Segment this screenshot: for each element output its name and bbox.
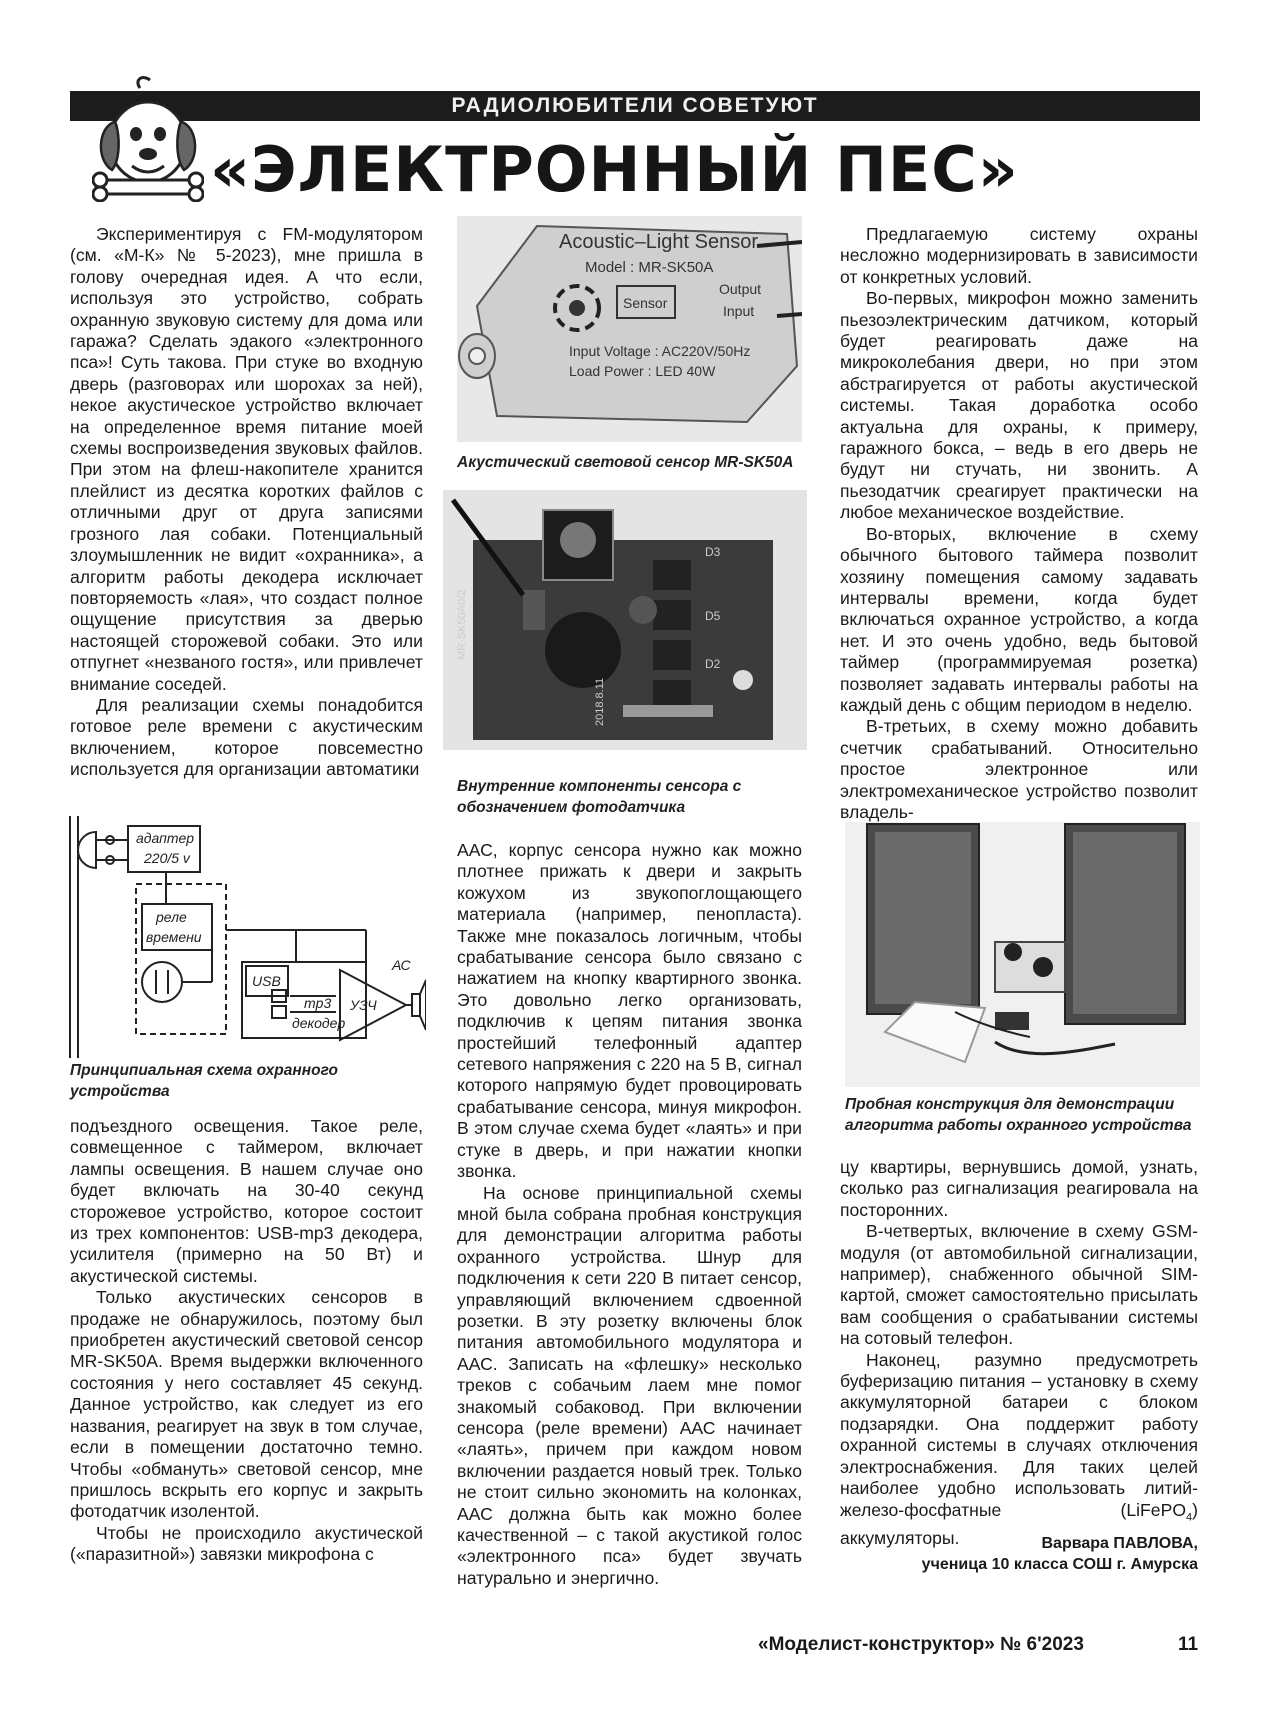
paragraph: Предлагаемую систему охраны несложно модернизировать в зависимости от конкретных условий.: [840, 224, 1198, 287]
pcb-photo: [443, 490, 807, 750]
headline: «ЭЛЕКТРОННЫЙ ПЕС»: [210, 133, 1019, 206]
relay-timer-label: времени: [146, 929, 202, 945]
paragraph: подъездного освещения. Такое реле, совмещенное с таймером, включает лампы освещения. В нашем случае оно будет включать на 30-40 секунд сторожевое устройство, которое состоит из трех компонентов: USB-mp3 декодера, усилителя (примерно на 50 Вт) и акустической системы.: [70, 1116, 423, 1286]
pcb-d5-label: D5: [705, 609, 721, 623]
pcb-d3-label: D3: [705, 545, 721, 559]
author-name: Варвара ПАВЛОВА,: [1041, 1535, 1198, 1552]
amplifier-label: УЗЧ: [350, 997, 377, 1013]
adapter-label: адаптер: [136, 830, 195, 846]
mp3-label: mp3: [304, 995, 332, 1011]
paragraph: В-четвертых, включение в схему GSM-модуля (от автомобильной сигнализации, например), снабженного обычной SIM-картой, сможет самостоятельно присылать вам сообщения о срабатывании системы на сотовый телефон.: [840, 1221, 1198, 1349]
sensor-model-text: Model : MR-SK50A: [585, 259, 714, 276]
pcb-date-label: 2018.8.11: [594, 677, 606, 726]
paragraph: На основе принципиальной схемы мной была собрана пробная конструкция для демонстрации алгоритма работы охранного устройства. Шнур для подключения к сети 220 В питает сенсор, управляющий включением сдвоенной розетки. В эту розетку включены блок питания автомобильного модулятора и ААС. Записать на «флешку» несколько треков с собачьим лаем мне помог знакомый собаковод. При включении сенсора (реле времени) ААС начинает «лаять», причем при каждом новом включении раздается новый трек. Только не стоит сильно экономить на колонках, ААС должна быть как можно более качественной – с такой акустикой голос «электронного пса» будет звучать натурально и энергично.: [457, 1182, 802, 1588]
paragraph: Только акустических сенсоров в продаже не обнаружилось, поэтому был приобретен акустический световой сенсор MR-SK50A. Время выдержки включенного состояния у него составляет 45 секунд. Данное устройство, как следует из его названия, реагирует на звук в том случае, если в помещении достаточно темно. Чтобы «обмануть» световой сенсор, мне пришлось вскрыть его корпус и закрыть фотодатчик изолентой.: [70, 1287, 423, 1522]
sensor-input-text: Input: [723, 303, 755, 319]
dog-logo-icon: [92, 72, 204, 202]
relay-label: реле: [156, 909, 187, 925]
sensor-output-text: Output: [719, 281, 762, 297]
paragraph: Чтобы не происходило акустической («паразитной») завязки микрофона с: [70, 1522, 423, 1565]
speaker-label: АС: [392, 957, 411, 973]
paragraph: Наконец, разумно предусмотреть буферизацию питания – установку в схему аккумуляторной батареи с блоком подзарядки. Она поддержит работу охранной системы в случаях отключения электроснабжения. Для таких целей наиболее удобно использовать литий-железо-фосфатные (LiFePO$_4$) аккумуляторы.: [840, 1349, 1198, 1549]
column1-bottom: [70, 1116, 423, 1566]
paragraph: Экспериментируя с FM-модулятором (см. «М-К» № 5-2023), мне пришла в голову очередная идея. А что если, используя это устройство, собрать охранную звуковую систему для дома или гаража? Сделать эдакого «электронного пса»! Суть такова. При стуке во входную дверь (разговорах или шорохах за ней), некое акустическое устройство включает на определенное время питание моей схемы воспроизведения звуковых файлов. При этом на флеш-накопителе хранится плейлист из десятка коротких файлов с отличными друг от друга записями грозного лая собаки. Потенциальный злоумышленник не видит «охранника», а алгоритм работы декодера исключает повторяемость «лая», что создаст полное ощущение присутствия за дверью настоящей сторожевой собаки. Это или отпугнет «незваного гостя», или привлечет внимание соседей.: [70, 224, 423, 694]
paragraph: ААС, корпус сенсора нужно как можно плотнее прижать к двери и закрыть кожухом из звукопоглощающего материала (например, пенопласта). Также мне показалось логичным, чтобы срабатывание сенсора было связано с нажатием на кнопку квартирного звонка. Это довольно легко организовать, подключив к цепям питания звонка простейший телефонный адаптер сетевого напряжения с 220 на 5 В, сигнал которого напрямую будет провоцировать срабатывание сенсора, минуя микрофон. В этом случае схема будет «лаять» и при стуке в дверь, и при нажатии кнопки звонка.: [457, 840, 802, 1182]
column1-top: [70, 224, 423, 781]
internal-caption: Внутренние компоненты сенсора с обозначением фотодатчика: [457, 778, 742, 816]
prototype-caption: Пробная конструкция для демонстрации алгоритма работы охранного устройства: [845, 1096, 1192, 1134]
pcb-board-label: MR-SK50A0/2: [456, 589, 468, 660]
rubric-bar: РАДИОЛЮБИТЕЛИ СОВЕТУЮТ: [70, 91, 1200, 121]
decoder-label: декодер: [292, 1015, 346, 1031]
column2: [457, 840, 802, 1589]
paragraph: В-третьих, в схему можно добавить счетчик срабатываний. Относительно простое электронное или электромеханическое устройство позволит владель-: [840, 716, 1198, 822]
sensor-load-text: Load Power : LED 40W: [569, 363, 716, 379]
schematic-caption: Принципиальная схема охранного устройства: [70, 1062, 338, 1100]
paragraph: Во-вторых, включение в схему обычного бытового таймера позволит хозяину помещения самому задавать интервалы времени, когда будет включаться охранное устройство, а когда нет. И это очень удобно, ведь бытовой таймер (программируемая розетка) позволяет задавать интервалы работы на каждый день с общим периодом в неделю.: [840, 523, 1198, 715]
usb-label: USB: [252, 973, 281, 989]
prototype-photo: [845, 822, 1200, 1087]
schematic-diagram: [66, 812, 426, 1062]
sensor-voltage-text: Input Voltage : AC220V/50Hz: [569, 343, 751, 359]
paragraph: цу квартиры, вернувшись домой, узнать, сколько раз сигнализация реагировала на посторонних.: [840, 1157, 1198, 1220]
author-role: ученица 10 класса СОШ г. Амурска: [921, 1556, 1198, 1573]
sensor-caption: Акустический световой сенсор MR-SK50A: [457, 454, 794, 471]
author-block: [840, 1533, 1198, 1575]
pcb-d2-label: D2: [705, 657, 721, 671]
sensor-sensor-text: Sensor: [623, 295, 668, 311]
sensor-title-text: Acoustic–Light Sensor: [559, 231, 759, 253]
journal-name: «Моделист-конструктор» № 6'2023: [758, 1634, 1084, 1655]
sensor-photo: [457, 216, 802, 442]
column3-bottom: [840, 1157, 1198, 1550]
paragraph: Во-первых, микрофон можно заменить пьезоэлектрическим датчиком, который будет реагировать даже на микроколебания двери, но при этом абстрагируется от работы акустической системы. Такая доработка особо актуальна для охраны, к примеру, гаражного бокса, – ведь в его дверь не будут ни стучать, ни звонить. А пьезодатчик среагирует практически на любое механическое воздействие.: [840, 288, 1198, 523]
paragraph: Для реализации схемы понадобится готовое реле времени с акустическим включением, которое повсеместно используется для организации автоматики: [70, 694, 423, 780]
page-number: 11: [1178, 1634, 1199, 1655]
adapter-voltage-label: 220/5 v: [144, 850, 190, 866]
column3-top: [840, 224, 1198, 823]
